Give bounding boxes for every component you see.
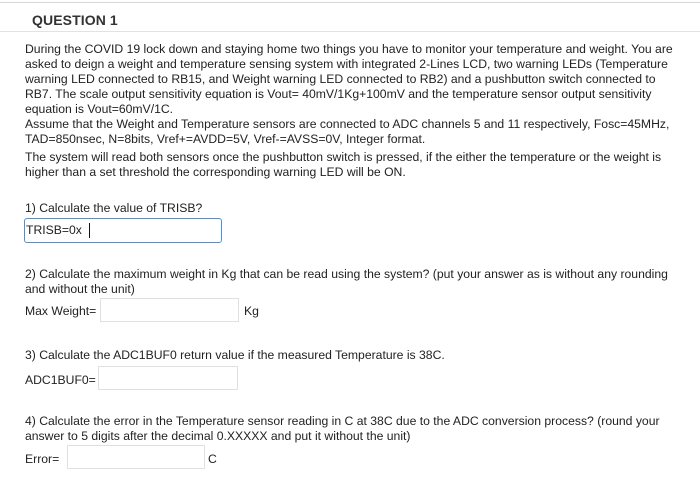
question-header — [0, 3, 700, 30]
text-caret — [89, 223, 90, 238]
max-weight-answer-field[interactable] — [100, 298, 239, 322]
part-3-prompt: 3) Calculate the ADC1BUF0 return value if the measured Temperature is 38C. — [25, 348, 445, 362]
part-1-prompt: 1) Calculate the value of TRISB? — [25, 201, 203, 215]
problem-paragraph-3: The system will read both sensors once the pushbutton switch is pressed, if the either the temperature or the weight is higher than a set threshold the corresponding warning LED will be ON. — [25, 150, 662, 179]
max-weight-unit: Kg — [244, 304, 259, 318]
adc1buf0-label: ADC1BUF0= — [25, 373, 96, 387]
part-2-prompt: 2) Calculate the maximum weight in Kg that can be read using the system? (put your answer as is without any rounding and without the unit) — [25, 267, 668, 296]
trisb-answer-field[interactable] — [24, 218, 222, 243]
question-title: QUESTION 1 — [32, 12, 118, 28]
error-answer-field[interactable] — [67, 445, 205, 469]
adc1buf0-answer-field[interactable] — [98, 366, 238, 390]
problem-paragraph-1: During the COVID 19 lock down and staying home two things you have to monitor your temperature and weight. You are asked to deign a weight and temperature sensing system with integrated 2-Lines LCD, two warning LEDs (Temperature warning LED connected to RB15, and Weight warning LED connected to RB2) and a pushbutton switch connected to RB7. The scale output sensitivity equation is Vout= 40mV/1Kg+100mV and the temperature sensor output sensitivity equation is Vout=60mV/1C. — [25, 42, 673, 116]
part-4-prompt: 4) Calculate the error in the Temperature sensor reading in C at 38C due to the ADC conversion process? (round your answer to 5 digits after the decimal 0.XXXXX and put it without the unit) — [25, 414, 660, 443]
error-label: Error= — [25, 452, 60, 466]
problem-paragraph-2: Assume that the Weight and Temperature sensors are connected to ADC channels 5 and 11 respectively, Fosc=45MHz, TAD=850nsec, N=8bits, Vref+=AVDD=5V, Vref-=AVSS=0V, Integer format. — [25, 117, 670, 146]
header-divider — [0, 31, 700, 32]
max-weight-label: Max Weight= — [25, 304, 97, 318]
error-unit: C — [208, 452, 217, 466]
trisb-label: TRISB=0x — [26, 223, 82, 237]
